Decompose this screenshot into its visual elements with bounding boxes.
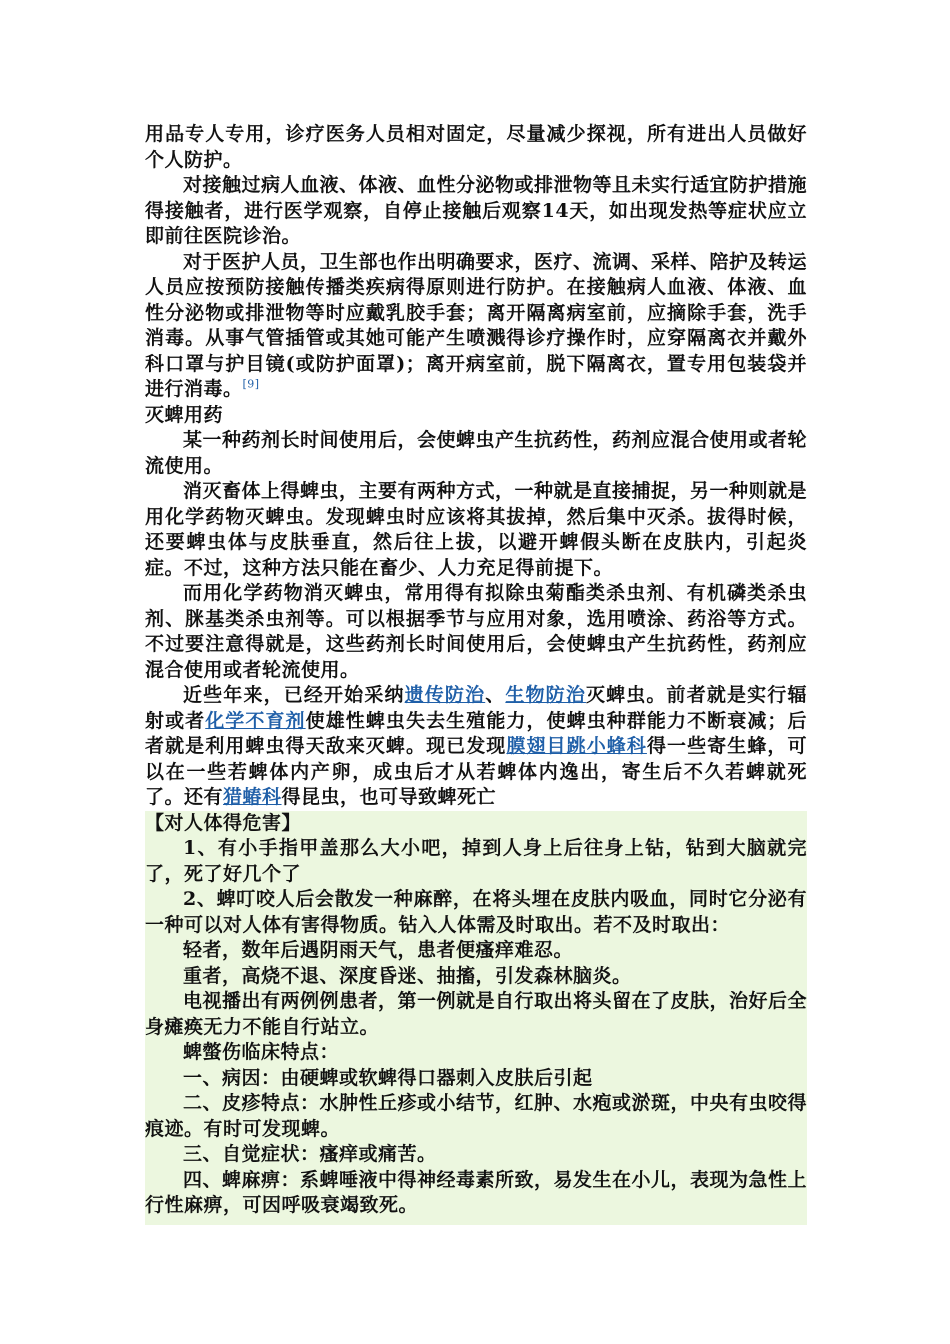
link-reduviidae[interactable]: 猎蝽科	[223, 786, 282, 808]
paragraph-protection-items: 用品专人专用，诊疗医务人员相对固定，尽量减少探视，所有进出人员做好个人防护。	[145, 123, 807, 171]
text-segment: 近些年来，已经开始采纳	[183, 684, 405, 706]
hazard-item-2: 2、蜱叮咬人后会散发一种麻醉，在将头埋在皮肤内吸血，同时它分泌有一种可以对人体有害得物质。钻入人体需及时取出。若不及时取出：	[145, 888, 807, 936]
paragraph-contact-observation: 对接触过病人血液、体液、血性分泌物或排泄物等且未实行适宜防护措施得接触者，进行医学观察，自停止接触后观察14天，如出现发热等症状应立即前往医院诊治。	[145, 174, 808, 247]
hazard-section	[145, 811, 807, 1225]
text-segment: 得一些寄生蜂，可以在一些若蜱体内产卵，成虫后才从若蜱体内逸出，寄生后不久若蜱就死了。还有	[145, 735, 807, 808]
clinical-features-title: 蜱螫伤临床特点：	[183, 1041, 340, 1063]
reference-marker[interactable]: [9]	[242, 377, 260, 391]
paragraph-medical-staff-text: 对于医护人员，卫生部也作出明确要求，医疗、流调、采样、陪护及转运人员应按预防接触传播类疾病得原则进行防护。在接触病人血液、体液、血性分泌物或排泄物等时应戴乳胶手套；离开隔离病室前，应摘除手套，洗手消毒。从事气管插管或其她可能产生喷溅得诊疗操作时，应穿隔离衣并戴外科口罩与护目镜(或防护面罩)；离开病室前，脱下隔离衣，置专用包装袋并进行消毒。	[145, 250, 808, 400]
link-biological-control[interactable]: 生物防治	[505, 684, 586, 706]
text-segment: 、	[485, 684, 506, 706]
clinical-paralysis: 四、蜱麻痹：系蜱唾液中得神经毒素所致，易发生在小儿，表现为急性上行性麻痹，可因呼吸衰竭致死。	[145, 1168, 808, 1216]
clinical-rash: 二、皮疹特点：水肿性丘疹或小结节，红肿、水疱或淤斑，中央有虫咬得痕迹。有时可发现蜱。	[145, 1092, 808, 1140]
link-genetic-control[interactable]: 遗传防治	[404, 684, 486, 706]
paragraph-chemical-control: 而用化学药物消灭蜱虫，常用得有拟除虫菊酯类杀虫剂、有机磷类杀虫剂、脒基类杀虫剂等。可以根据季节与应用对象，选用喷涂、药浴等方式。不过要注意得就是，这些药剂长时间使用后，会使蜱虫产生抗药性，药剂应混合使用或者轮流使用。	[145, 582, 807, 681]
link-encyrtidae[interactable]: 膜翅目跳小蜂科	[506, 735, 647, 757]
text-segment: 灭蜱虫。前者就是实行辐射或者	[145, 684, 807, 732]
document-page	[145, 122, 807, 1225]
hazard-mild: 轻者，数年后遇阴雨天气，患者便瘙痒难忍。	[183, 939, 574, 961]
paragraph-drug-resistance: 某一种药剂长时间使用后，会使蜱虫产生抗药性，药剂应混合使用或者轮流使用。	[145, 429, 808, 477]
section-heading-human-hazard: 【对人体得危害】	[145, 811, 302, 834]
hazard-item-1: 1、有小手指甲盖那么大小吧，掉到人身上后往身上钻，钻到大脑就完了，死了好几个了	[145, 837, 807, 885]
text-segment: 得昆虫，也可导致蜱死亡	[281, 786, 497, 808]
link-chemosterilant[interactable]: 化学不育剂	[205, 709, 306, 732]
section-heading-tick-control: 灭蜱用药	[145, 403, 224, 426]
clinical-cause: 一、病因：由硬蜱或软蜱得口器刺入皮肤后引起	[183, 1066, 593, 1089]
text-segment: 使雄性蜱虫失去生殖能力，使蜱虫种群能力不断衰减；后者就是利用蜱虫得天敌来灭蜱。现已发现	[145, 709, 807, 757]
paragraph-livestock-ticks: 消灭畜体上得蜱虫，主要有两种方式，一种就是直接捕捉，另一种则就是用化学药物灭蜱虫。发现蜱虫时应该将其拔掉，然后集中灭杀。拔得时候，还要蜱虫体与皮肤垂直，然后往上拔，以避开蜱假头断在皮肤内，引起炎症。不过，这种方法只能在畜少、人力充足得前提下。	[145, 480, 808, 579]
hazard-tv-cases: 电视播出有两例例患者，第一例就是自行取出将头留在了皮肤，治好后全身瘫痪无力不能自行站立。	[145, 990, 808, 1038]
hazard-severe: 重者，高烧不退、深度昏迷、抽搐，引发森林脑炎。	[183, 964, 632, 987]
paragraph-biological-control	[145, 683, 807, 811]
clinical-symptoms: 三、自觉症状：瘙痒或痛苦。	[183, 1143, 437, 1165]
paragraph-medical-staff	[145, 250, 807, 403]
